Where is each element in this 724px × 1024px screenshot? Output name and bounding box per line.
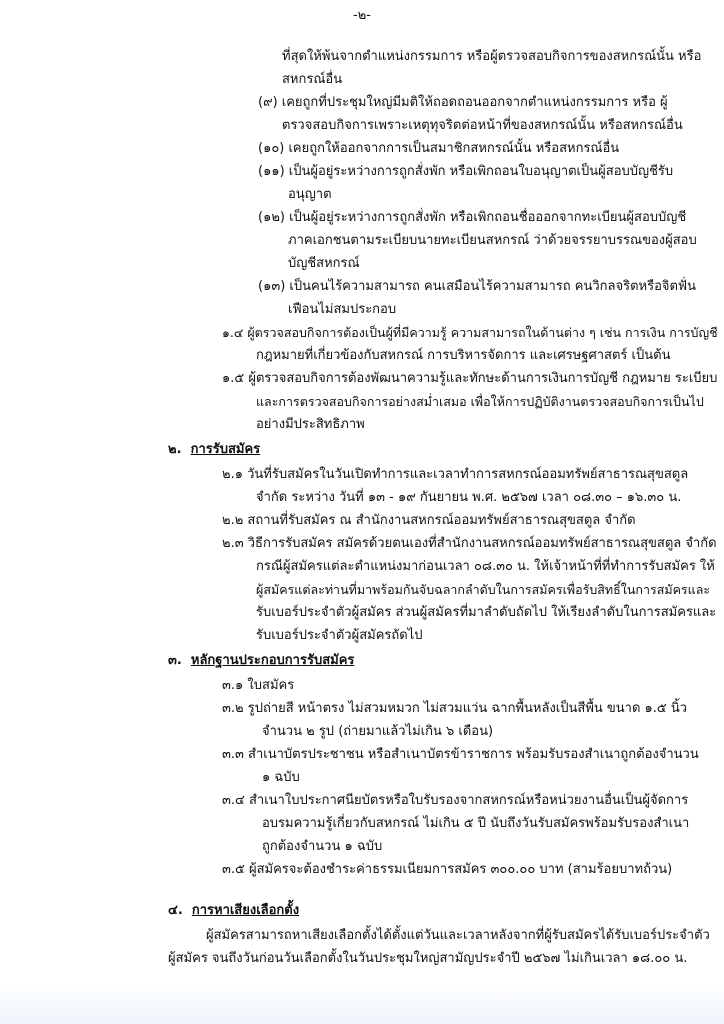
section-3-heading	[168, 652, 354, 669]
list-item-11: (๑๑) เป็นผู้อยู่ระหว่างการถูกสั่งพัก หรือเพิกถอนใบอนุญาตเป็นผู้สอบบัญชีรับ	[258, 164, 674, 179]
item-1-5: ๑.๕ ผู้ตรวจสอบกิจการต้องพัฒนาความรู้และทักษะด้านการเงินการบัญชี กฎหมาย ระเบียบ	[222, 371, 718, 386]
paragraph-line: กฎหมายที่เกี่ยวข้องกับสหกรณ์ การบริหารจัดการ และเศรษฐศาสตร์ เป็นต้น	[256, 348, 671, 363]
paragraph-line: สหกรณ์อื่น	[282, 72, 343, 87]
paragraph-line: เฟือนไม่สมประกอบ	[288, 302, 397, 317]
section-title: การรับสมัคร	[190, 442, 261, 457]
paragraph-line: บัญชีสหกรณ์	[288, 256, 360, 271]
item-2-2: ๒.๒ สถานที่รับสมัคร ณ สำนักงานสหกรณ์ออมทรัพย์สาธารณสุขสตูล จำกัด	[222, 513, 636, 528]
item-2-3: ๒.๓ วิธีการรับสมัคร สมัครด้วยตนเองที่สำนักงานสหกรณ์ออมทรัพย์สาธารณสุขสตูล จำกัด	[222, 536, 717, 551]
section-number: ๒.	[168, 442, 182, 457]
paragraph-line: ผู้สมัครสามารถหาเสียงเลือกตั้งได้ตั้งแต่วันและเวลาหลังจากที่ผู้รับสมัครได้รับเบอร์ประจำตัว	[206, 928, 710, 943]
page-number: -๒-	[353, 8, 371, 23]
list-item-13: (๑๓) เป็นคนไร้ความสามารถ คนเสมือนไร้ความสามารถ คนวิกลจริตหรือจิตฟั่น	[258, 279, 697, 294]
paragraph-line: ตรวจสอบกิจการเพราะเหตุทุจริตต่อหน้าที่ของสหกรณ์นั้น หรือสหกรณ์อื่น	[282, 118, 683, 133]
paragraph-line: รับเบอร์ประจำตัวผู้สมัคร ส่วนผู้สมัครที่มาลำดับถัดไป ให้เรียงลำดับในการสมัครและ	[256, 605, 717, 620]
section-title: การหาเสียงเลือกตั้ง	[191, 903, 300, 918]
paragraph-line: อย่างมีประสิทธิภาพ	[256, 417, 365, 432]
paragraph-line: อนุญาต	[288, 187, 332, 202]
paragraph-line: จำนวน ๒ รูป (ถ่ายมาแล้วไม่เกิน ๖ เดือน)	[262, 724, 494, 739]
paragraph-line: ๑ ฉบับ	[262, 770, 300, 785]
list-item-9: (๙) เคยถูกที่ประชุมใหญ่มีมติให้ถอดถอนออกจากตำแหน่งกรรมการ หรือ ผู้	[258, 95, 668, 110]
item-2-1: ๒.๑ วันที่รับสมัครในวันเปิดทำการและเวลาทำการสหกรณ์ออมทรัพย์สาธารณสุขสตูล	[222, 467, 689, 482]
item-3-2: ๓.๒ รูปถ่ายสี หน้าตรง ไม่สวมหมวก ไม่สวมแว่น ฉากพื้นหลังเป็นสีพื้น ขนาด ๑.๕ นิ้ว	[222, 701, 688, 716]
paragraph-line: ที่สุดให้พ้นจากตำแหน่งกรรมการ หรือผู้ตรวจสอบกิจการของสหกรณ์นั้น หรือ	[282, 49, 702, 64]
scan-edge	[0, 985, 724, 1024]
item-3-4: ๓.๔ สำเนาใบประกาศนียบัตรหรือใบรับรองจากสหกรณ์หรือหน่วยงานอื่นเป็นผู้จัดการ	[222, 793, 689, 808]
paragraph-line: ถูกต้องจำนวน ๑ ฉบับ	[262, 839, 383, 854]
paragraph-line: ผู้สมัครแต่ละท่านที่มาพร้อมกันจับฉลากลำดับในการสมัครเพื่อรับสิทธิ์ในการสมัครและ	[256, 582, 711, 597]
item-1-4: ๑.๔ ผู้ตรวจสอบกิจการต้องเป็นผู้ที่มีความรู้ ความสามารถในด้านต่าง ๆ เช่น การเงิน การบัญชี	[222, 325, 718, 340]
paragraph-line: ภาคเอกชนตามระเบียบนายทะเบียนสหกรณ์ ว่าด้วยจรรยาบรรณของผู้สอบ	[288, 233, 697, 248]
paragraph-line: และการตรวจสอบกิจการอย่างสม่ำเสมอ เพื่อให้การปฏิบัติงานตรวจสอบกิจการเป็นไป	[256, 394, 704, 409]
list-item-10: (๑๐) เคยถูกให้ออกจากการเป็นสมาชิกสหกรณ์นั้น หรือสหกรณ์อื่น	[258, 141, 620, 156]
section-number: ๔.	[168, 903, 183, 918]
list-item-12: (๑๒) เป็นผู้อยู่ระหว่างการถูกสั่งพัก หรือเพิกถอนชื่อออกจากทะเบียนผู้สอบบัญชี	[258, 210, 687, 225]
paragraph-line: อบรมความรู้เกี่ยวกับสหกรณ์ ไม่เกิน ๕ ปี นับถึงวันรับสมัครพร้อมรับรองสำเนา	[262, 816, 690, 831]
paragraph-line: ผู้สมัคร จนถึงวันก่อนวันเลือกตั้งในวันประชุมใหญ่สามัญประจำปี ๒๕๖๗ ไม่เกินเวลา ๑๘.๐๐ น.	[168, 951, 688, 966]
paragraph-line: กรณีผู้สมัครแต่ละตำแหน่งมาก่อนเวลา ๐๘.๓๐ น. ให้เจ้าหน้าที่ที่ทำการรับสมัคร ให้	[256, 559, 715, 574]
item-3-3: ๓.๓ สำเนาบัตรประชาชน หรือสำเนาบัตรข้าราชการ พร้อมรับรองสำเนาถูกต้องจำนวน	[222, 747, 699, 762]
item-3-1: ๓.๑ ใบสมัคร	[222, 678, 295, 693]
item-3-5: ๓.๕ ผู้สมัครจะต้องชำระค่าธรรมเนียมการสมัคร ๓๐๐.๐๐ บาท (สามร้อยบาทถ้วน)	[222, 862, 673, 877]
section-4-heading	[168, 902, 299, 919]
paragraph-line: จำกัด ระหว่าง วันที่ ๑๓ - ๑๙ กันยายน พ.ศ. ๒๕๖๗ เวลา ๐๘.๓๐ – ๑๖.๓๐ น.	[256, 490, 682, 505]
paragraph-line: รับเบอร์ประจำตัวผู้สมัครถัดไป	[256, 628, 423, 643]
section-number: ๓.	[168, 653, 182, 668]
section-2-heading	[168, 441, 260, 458]
section-title: หลักฐานประกอบการรับสมัคร	[190, 653, 355, 668]
